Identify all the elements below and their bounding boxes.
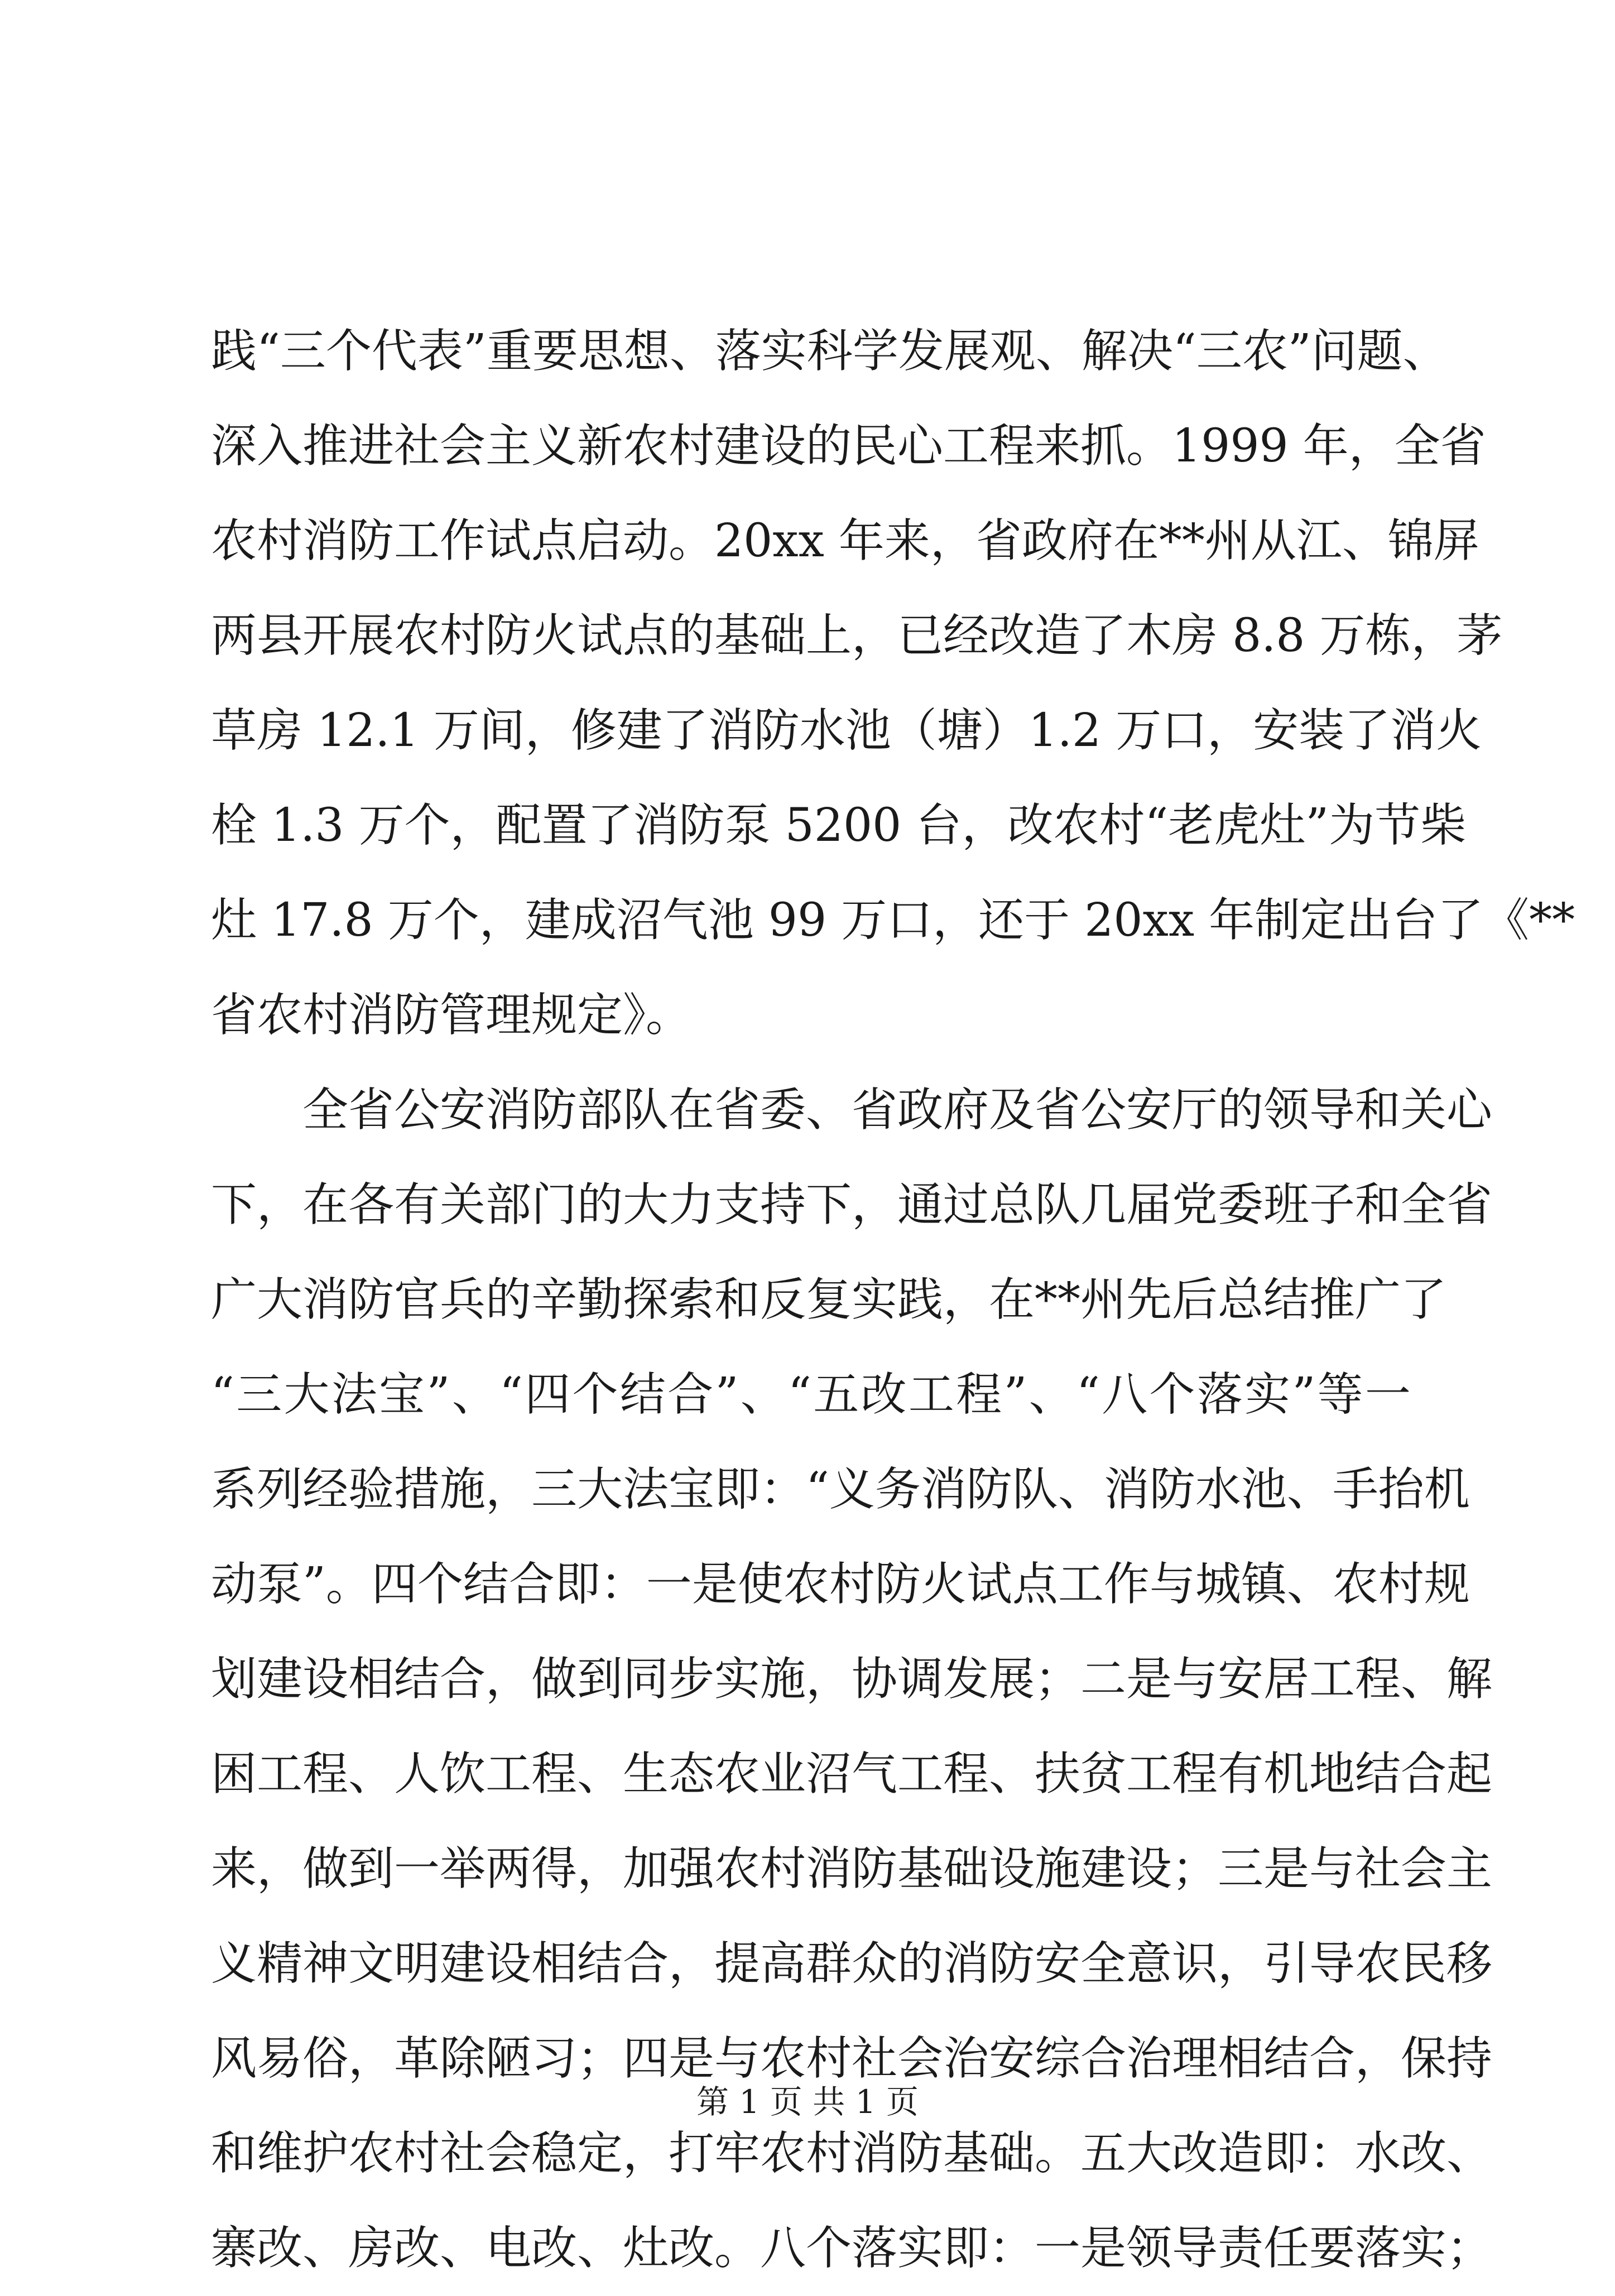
text-line: 动泵”。四个结合即：一是使农村防火试点工作与城镇、农村规 xyxy=(211,1558,1470,1611)
text-line: 困工程、人饮工程、生态农业沼气工程、扶贫工程有机地结合起 xyxy=(211,1748,1493,1801)
text-line: 草房 12.1 万间，修建了消防水池（塘）1.2 万口，安装了消火 xyxy=(211,704,1482,757)
text-line: 下，在各有关部门的大力支持下，通过总队几届党委班子和全省 xyxy=(211,1178,1493,1231)
text-line: 栓 1.3 万个，配置了消防泵 5200 台，改农村“老虎灶”为节柴 xyxy=(211,799,1467,852)
paragraph-1 xyxy=(211,304,1575,1063)
text-line: 农村消防工作试点启动。20xx 年来，省政府在**州从江、锦屏 xyxy=(211,514,1479,567)
text-line: 来，做到一举两得，加强农村消防基础设施建设；三是与社会主 xyxy=(211,1842,1493,1895)
text-line: “三大法宝”、“四个结合”、“五改工程”、“八个落实”等一 xyxy=(211,1368,1411,1421)
text-line: 深入推进社会主义新农村建设的民心工程来抓。1999 年，全省 xyxy=(211,420,1486,473)
body-text xyxy=(211,304,1575,2296)
text-line: 践“三个代表”重要思想、落实科学发展观、解决“三农”问题、 xyxy=(211,325,1449,378)
text-line: 寨改、房改、电改、灶改。八个落实即：一是领导责任要落实； xyxy=(211,2222,1493,2275)
text-line: 系列经验措施，三大法宝即：“义务消防队、消防水池、手抬机 xyxy=(211,1463,1470,1516)
text-line: 义精神文明建设相结合，提高群众的消防安全意识，引导农民移 xyxy=(211,1937,1493,1990)
page-footer xyxy=(0,2076,1615,2122)
text-line: 全省公安消防部队在省委、省政府及省公安厅的领导和关心 xyxy=(302,1084,1493,1137)
text-line: 两县开展农村防火试点的基础上，已经改造了木房 8.8 万栋，茅 xyxy=(211,609,1503,662)
text-line: 灶 17.8 万个，建成沼气池 99 万口，还于 20xx 年制定出台了《** xyxy=(211,894,1575,947)
page-number: 第 1 页 共 1 页 xyxy=(696,2083,919,2121)
text-line: 广大消防官兵的辛勤探索和反复实践，在**州先后总结推广了 xyxy=(211,1273,1447,1326)
text-line: 风易俗，革除陋习；四是与农村社会治安综合治理相结合，保持 xyxy=(211,2032,1493,2085)
text-line: 省农村消防管理规定》。 xyxy=(211,989,692,1042)
text-line: 划建设相结合，做到同步实施，协调发展；二是与安居工程、解 xyxy=(211,1653,1493,1706)
text-line: 和维护农村社会稳定，打牢农村消防基础。五大改造即：水改、 xyxy=(211,2127,1493,2180)
